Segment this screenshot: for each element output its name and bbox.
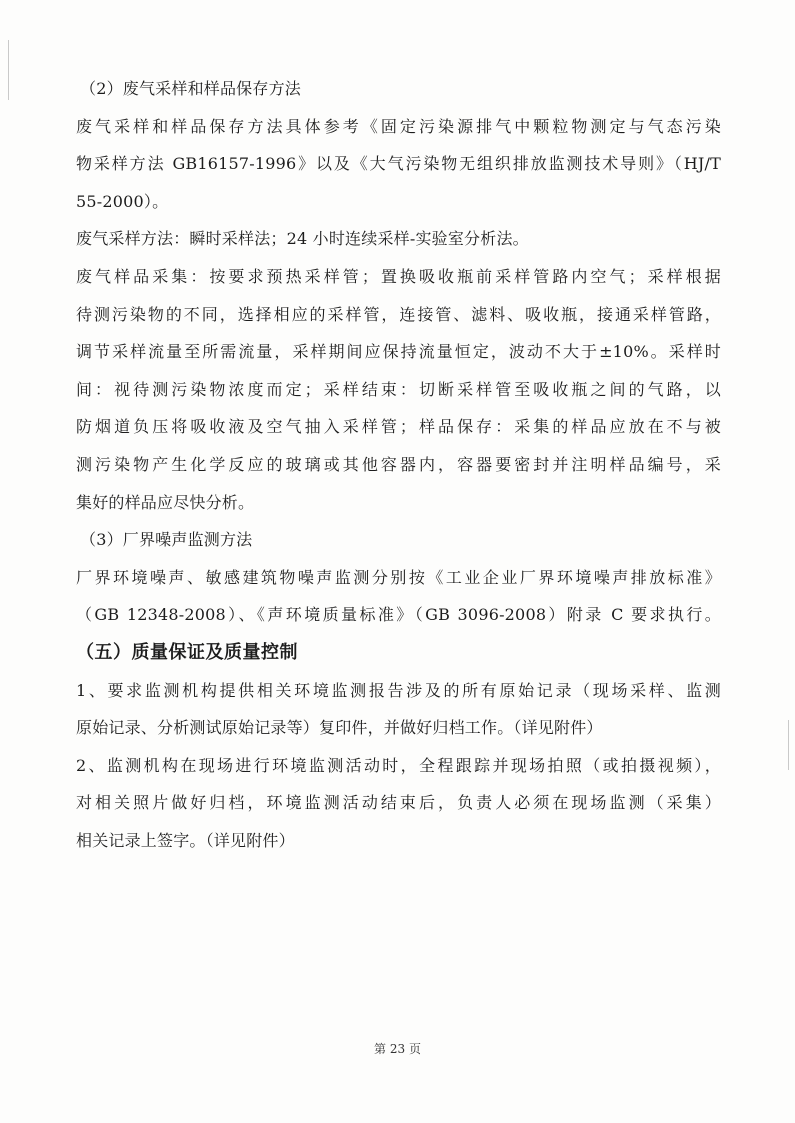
paragraph-line: 对相关照片做好归档，环境监测活动结束后，负责人必须在现场监测（采集）: [76, 793, 721, 813]
paragraph-line: 间：视待测污染物浓度而定；采样结束：切断采样管至吸收瓶之间的气路，以: [76, 379, 721, 399]
paragraph-line: 厂界环境噪声、敏感建筑物噪声监测分别按《工业企业厂界环境噪声排放标准》: [76, 567, 721, 587]
subheading-exhaust-sampling: （2）废气采样和样品保存方法: [80, 79, 301, 98]
subheading-noise-monitoring: （3）厂界噪声监测方法: [80, 530, 253, 550]
paragraph-line: 集好的样品应尽快分析。: [76, 492, 255, 512]
paragraph-line: 2、监测机构在现场进行环境监测活动时，全程跟踪并现场拍照（或拍摄视频），: [76, 755, 721, 775]
paragraph-line: 废气采样方法：瞬时采样法；24 小时连续采样-实验室分析法。: [76, 229, 529, 249]
section-heading-quality-control: （五）质量保证及质量控制: [76, 641, 298, 663]
paragraph-line: 55-2000）。: [76, 191, 169, 211]
paragraph-line: 待测污染物的不同，选择相应的采样管，连接管、滤料、吸收瓶，接通采样管路，: [76, 304, 721, 324]
paragraph-line: 原始记录、分析测试原始记录等）复印件，并做好归档工作。（详见附件）: [76, 718, 603, 738]
scan-edge-mark: [788, 720, 789, 770]
document-body: [76, 70, 721, 859]
paragraph-line: 防烟道负压将吸收液及空气抽入采样管；样品保存：采集的样品应放在不与被: [76, 417, 721, 437]
paragraph-line: 1、要求监测机构提供相关环境监测报告涉及的所有原始记录（现场采样、监测: [76, 680, 721, 700]
paragraph-line: 废气采样和样品保存方法具体参考《固定污染源排气中颗粒物测定与气态污染: [76, 116, 721, 136]
scan-edge-mark: [8, 40, 9, 100]
paragraph-line: 废气样品采集：按要求预热采样管；置换吸收瓶前采样管路内空气；采样根据: [76, 266, 721, 286]
paragraph-line: （GB 12348-2008）、《声环境质量标准》（GB 3096-2008）附录 C 要求执行。: [76, 605, 721, 625]
paragraph-line: 调节采样流量至所需流量，采样期间应保持流量恒定，波动不大于±10%。采样时: [76, 342, 721, 362]
paragraph-line: 物采样方法 GB16157-1996》以及《大气污染物无组织排放监测技术导则》（HJ/T: [76, 154, 721, 174]
paragraph-line: 测污染物产生化学反应的玻璃或其他容器内，容器要密封并注明样品编号，采: [76, 454, 721, 474]
page-number: 第 23 页: [374, 1042, 421, 1056]
paragraph-line: 相关记录上签字。（详见附件）: [76, 830, 295, 850]
